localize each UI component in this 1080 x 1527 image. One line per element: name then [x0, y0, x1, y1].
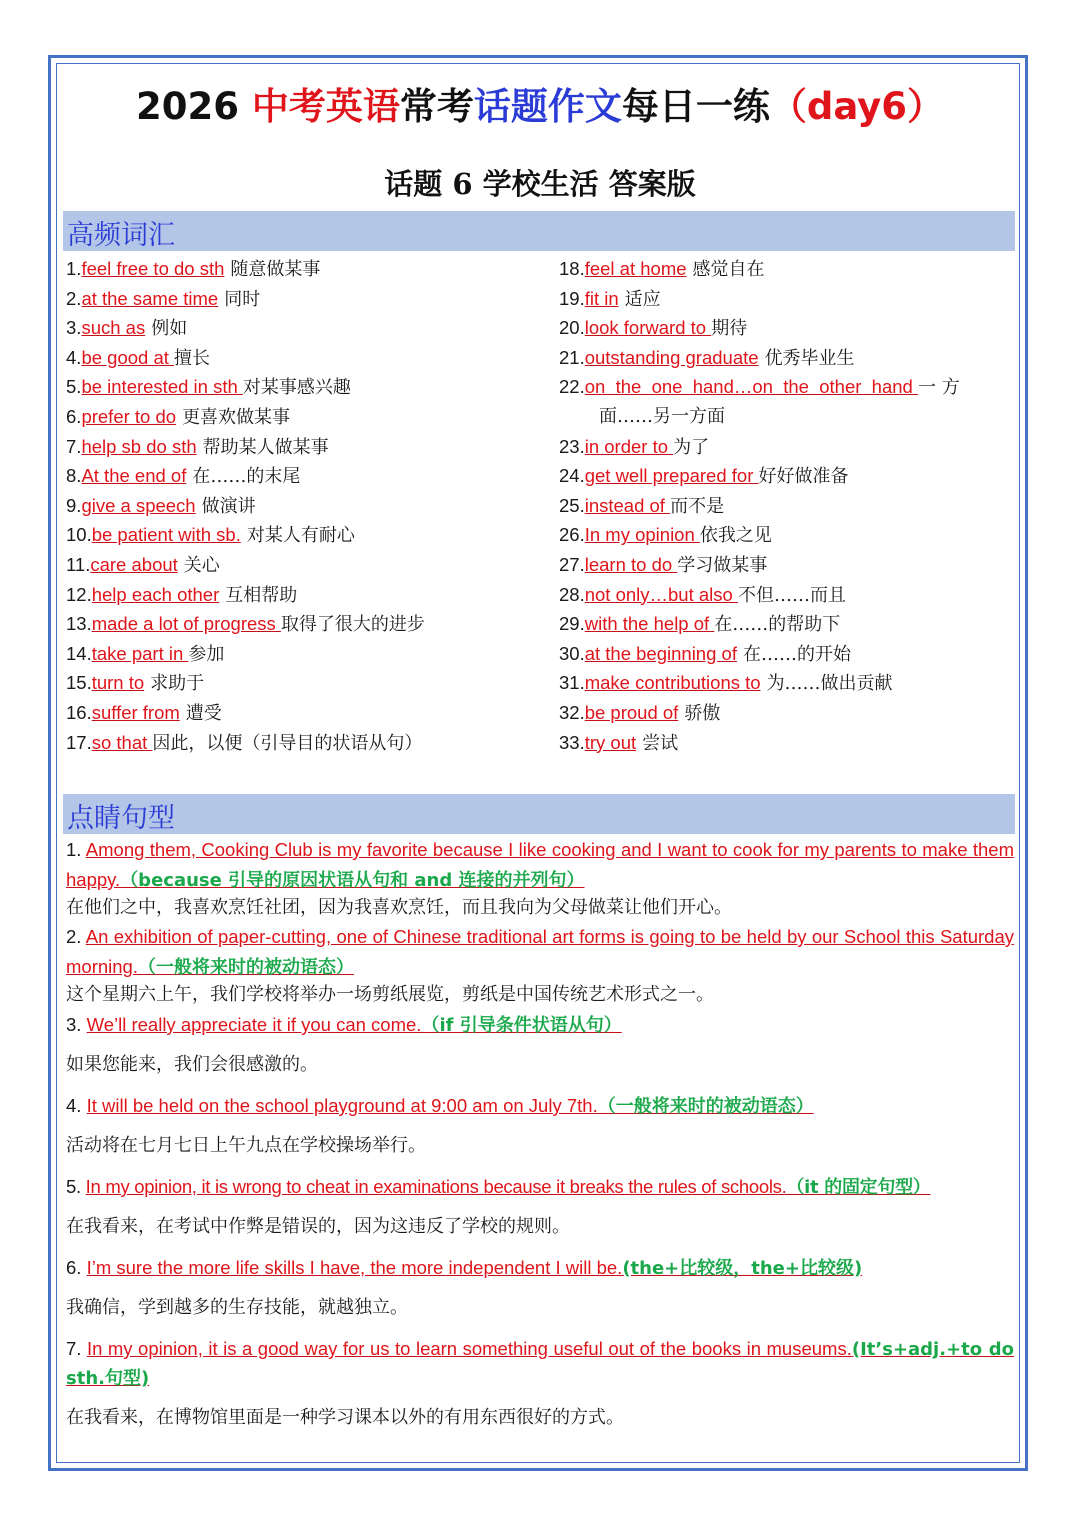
vocab-num: 1.	[66, 258, 82, 279]
vocab-num: 26.	[559, 524, 585, 546]
vocab-meaning: 不但……而且	[737, 584, 846, 606]
vocab-item	[559, 520, 960, 550]
vocab-num: 10.	[66, 524, 92, 546]
vocab-phrase: such as	[81, 317, 146, 339]
vocab-phrase: look forward to	[584, 317, 712, 339]
vocab-num: 17.	[66, 731, 92, 753]
vocab-meaning: 对某人有耐心	[246, 525, 355, 547]
vocab-num: 20.	[559, 317, 585, 339]
vocab-phrase: in order to	[584, 435, 674, 457]
sentence-grammar: (It’s+adj.+to do sth.句型)	[66, 1339, 1014, 1389]
vocab-phrase: instead of	[584, 494, 671, 516]
vocab-item	[66, 284, 425, 314]
title-year: 2026	[135, 85, 252, 128]
sentence-num: 7.	[66, 1338, 87, 1359]
vocab-item	[66, 402, 425, 432]
vocab-meaning: 感觉自在	[692, 259, 765, 280]
vocab-num: 18.	[559, 258, 585, 279]
vocab-item	[66, 372, 425, 402]
sentence-translation: 如果您能来，我们会很感激的。	[66, 1054, 318, 1075]
sentence-translation: 在我看来，在考试中作弊是错误的，因为这违反了学校的规则。	[66, 1216, 570, 1237]
vocab-meaning: 取得了很大的进步	[280, 614, 425, 636]
sentence-english: I’m sure the more life skills I have, the more independent I will be.	[86, 1257, 623, 1278]
sentence-num: 5.	[66, 1176, 86, 1197]
vocab-item	[559, 698, 960, 728]
vocab-phrase: At the end of	[81, 465, 187, 487]
vocab-item	[559, 728, 960, 758]
vocab-item	[559, 343, 960, 373]
vocab-num: 24.	[559, 465, 585, 487]
vocab-meaning: 而不是	[670, 495, 725, 517]
sentence-english: An exhibition of paper-cutting, one of Chinese traditional art forms is going to be held by our School this Saturday morning.	[66, 926, 1014, 977]
page-title	[0, 76, 1080, 130]
vocab-num: 11.	[66, 553, 91, 575]
vocab-meaning: 骄傲	[684, 702, 721, 724]
sentence-item	[66, 1172, 1014, 1202]
sentence-num: 2.	[66, 926, 86, 947]
vocab-num: 29.	[559, 613, 585, 635]
vocab-item	[559, 461, 960, 491]
vocab-num: 25.	[559, 494, 585, 516]
vocab-item	[66, 550, 425, 580]
vocab-num: 6.	[66, 405, 82, 427]
sentence-num: 1.	[66, 839, 86, 860]
sentence-num: 4.	[66, 1095, 87, 1116]
vocab-meaning: 在……的开始	[742, 643, 851, 665]
vocab-meaning: 优秀毕业生	[764, 347, 855, 369]
sentence-translation: 活动将在七月七日上午九点在学校操场举行。	[66, 1135, 426, 1156]
vocab-item	[66, 313, 425, 343]
vocab-meaning: 例如	[151, 318, 188, 340]
title-common: 常考	[399, 85, 474, 128]
vocab-meaning: 适应	[624, 288, 661, 310]
vocab-meaning: 为了	[673, 436, 710, 458]
title-daily-practice: 每日一练	[621, 85, 770, 128]
vocab-item	[559, 609, 960, 639]
vocab-num: 22.	[559, 376, 585, 398]
sentence-num: 6.	[66, 1257, 87, 1278]
sentence-translation: 在我看来，在博物馆里面是一种学习课本以外的有用东西很好的方式。	[66, 1407, 624, 1428]
vocab-num: 15.	[66, 672, 92, 694]
vocab-meaning: 学习做某事	[677, 554, 768, 576]
vocab-meaning: 遭受	[185, 702, 222, 724]
vocab-num: 31.	[559, 672, 585, 694]
vocab-meaning: 期待	[711, 318, 748, 340]
vocab-phrase: at the beginning of	[584, 642, 737, 664]
vocab-meaning: 求助于	[150, 673, 205, 695]
vocab-item	[559, 284, 960, 314]
vocab-phrase: In my opinion	[584, 524, 700, 546]
vocab-phrase: learn to do	[584, 553, 678, 575]
vocab-meaning: 互相帮助	[225, 584, 298, 606]
sentence-english: In my opinion, it is a good way for us to learn something useful out of the books in museums.	[86, 1338, 852, 1359]
vocab-item	[66, 343, 425, 373]
vocab-item	[66, 728, 425, 758]
sentence-translation: 这个星期六上午，我们学校将举办一场剪纸展览，剪纸是中国传统艺术形式之一。	[66, 984, 714, 1005]
sentence-translation: 我确信，学到越多的生存技能，就越独立。	[66, 1297, 408, 1318]
sentence-item	[66, 835, 1014, 895]
vocab-phrase: feel free to do sth	[81, 258, 225, 279]
vocab-meaning: 尝试	[642, 732, 679, 754]
vocab-meaning: 擅长	[174, 347, 211, 369]
sentence-english: We’ll really appreciate it if you can come.	[86, 1014, 422, 1035]
vocab-item	[559, 491, 960, 521]
vocab-meaning: 关心	[183, 554, 220, 576]
vocab-item	[66, 491, 425, 521]
page-subtitle: 话题 6 学校生活 答案版	[384, 167, 696, 201]
vocab-phrase: get well prepared for	[584, 465, 759, 487]
vocab-meaning: 因此，以便（引导目的状语从句）	[152, 732, 423, 754]
vocab-item	[66, 609, 425, 639]
vocab-phrase: make contributions to	[584, 672, 761, 694]
vocab-num: 9.	[66, 494, 82, 516]
vocab-meaning: 参加	[188, 643, 225, 665]
vocab-item	[66, 668, 425, 698]
vocab-meaning: 更喜欢做某事	[182, 406, 291, 428]
vocab-num: 4.	[66, 346, 82, 368]
sentence-section-header	[63, 794, 1015, 834]
sentence-item	[66, 922, 1014, 982]
vocab-item	[559, 639, 960, 669]
vocab-phrase: be good at	[81, 346, 175, 368]
vocab-num: 30.	[559, 642, 585, 664]
vocab-phrase: made a lot of progress	[91, 613, 281, 635]
vocab-section-title: 高频词汇	[67, 220, 175, 251]
title-topic-writing: 话题作文	[473, 85, 622, 128]
vocab-num: 7.	[66, 435, 82, 457]
vocab-item	[559, 254, 960, 284]
vocab-meaning: 面……另一方面	[599, 405, 725, 427]
vocab-num: 5.	[66, 376, 82, 398]
vocab-num: 27.	[559, 553, 585, 575]
vocab-num: 14.	[66, 642, 92, 664]
vocab-num: 3.	[66, 317, 82, 339]
vocab-num: 33.	[559, 731, 585, 753]
vocab-num: 12.	[66, 583, 92, 605]
vocab-list-left	[66, 254, 425, 757]
sentence-item	[66, 1010, 1014, 1040]
vocab-phrase: on the one hand…on the other hand	[584, 376, 918, 398]
vocab-phrase: not only…but also	[584, 583, 738, 605]
vocab-item	[559, 580, 960, 610]
vocab-phrase: help sb do sth	[81, 435, 197, 457]
vocab-num: 13.	[66, 613, 92, 635]
vocab-phrase: feel at home	[584, 258, 687, 279]
vocab-item	[66, 698, 425, 728]
vocab-phrase: turn to	[91, 672, 145, 694]
vocab-meaning: 好好做准备	[758, 466, 849, 488]
vocab-phrase: try out	[584, 731, 637, 753]
vocab-num: 2.	[66, 287, 82, 309]
vocab-item	[66, 580, 425, 610]
vocab-item	[559, 550, 960, 580]
vocab-phrase: take part in	[91, 642, 189, 664]
vocab-meaning: 对某事感兴趣	[242, 377, 351, 399]
vocab-num: 23.	[559, 435, 585, 457]
vocab-item	[66, 432, 425, 462]
vocab-num: 16.	[66, 701, 92, 723]
vocab-phrase: with the help of	[584, 613, 715, 635]
vocab-item	[559, 432, 960, 462]
sentence-grammar: （一般将来时的被动语态）	[597, 1096, 814, 1117]
vocab-item	[559, 313, 960, 343]
sentence-grammar: （一般将来时的被动语态）	[137, 957, 354, 978]
vocab-meaning: 依我之见	[699, 525, 772, 547]
title-day: （day6）	[769, 85, 945, 128]
vocab-meaning: 做演讲	[201, 495, 256, 517]
sentence-translation: 在他们之中，我喜欢烹饪社团，因为我喜欢烹饪，而且我向为父母做菜让他们开心。	[66, 897, 732, 918]
sentence-english: In my opinion, it is wrong to cheat in examinations because it breaks the rules of schools.	[85, 1176, 787, 1197]
sentence-grammar: （if 引导条件状语从句）	[421, 1015, 622, 1036]
vocab-phrase: at the same time	[81, 287, 219, 309]
vocab-meaning: 一 方	[917, 377, 960, 399]
sentence-item	[66, 1091, 1014, 1121]
vocab-meaning: 为……做出贡献	[766, 673, 893, 695]
vocab-phrase: give a speech	[81, 494, 196, 516]
vocab-meaning: 在……的末尾	[192, 466, 301, 488]
vocab-phrase: prefer to do	[81, 405, 177, 427]
title-exam-english: 中考英语	[251, 85, 400, 128]
vocab-phrase: be proud of	[584, 701, 679, 723]
vocab-meaning: 随意做某事	[230, 259, 321, 280]
vocab-phrase: care about	[90, 553, 178, 575]
vocab-num: 21.	[559, 346, 585, 368]
vocab-item-continued	[559, 402, 960, 432]
sentence-grammar: （it 的固定句型）	[786, 1177, 931, 1198]
vocab-num: 19.	[559, 287, 585, 309]
vocab-list-right	[559, 254, 960, 757]
vocab-num: 28.	[559, 583, 585, 605]
vocab-phrase: help each other	[91, 583, 220, 605]
vocab-phrase: be interested in sth	[81, 376, 243, 398]
vocab-item	[66, 254, 425, 284]
sentence-grammar: (the+比较级，the+比较级)	[622, 1258, 863, 1279]
vocab-item	[66, 461, 425, 491]
vocab-meaning: 在……的帮助下	[714, 614, 841, 636]
sentence-english: It will be held on the school playground at 9:00 am on July 7th.	[86, 1095, 598, 1116]
vocab-meaning: 帮助某人做某事	[202, 436, 329, 458]
vocab-phrase: fit in	[584, 287, 619, 309]
vocab-item	[66, 639, 425, 669]
vocab-num: 32.	[559, 701, 585, 723]
vocab-item	[66, 520, 425, 550]
sentence-num: 3.	[66, 1014, 87, 1035]
sentence-english: Among them, Cooking Club is my favorite because I like cooking and I want to cook for my parents to make them happy.	[66, 839, 1014, 890]
vocab-section-header	[63, 211, 1015, 251]
vocab-num: 8.	[66, 465, 82, 487]
sentence-item	[66, 1253, 1014, 1283]
vocab-phrase: suffer from	[91, 701, 180, 723]
vocab-meaning: 同时	[224, 288, 261, 310]
sentence-item	[66, 1334, 1014, 1393]
vocab-item	[559, 372, 960, 402]
vocab-phrase: outstanding graduate	[584, 346, 759, 368]
vocab-phrase: be patient with sb.	[91, 524, 241, 546]
vocab-item	[559, 668, 960, 698]
vocab-phrase: so that	[91, 731, 153, 753]
sentence-section-title: 点睛句型	[67, 803, 175, 834]
sentence-grammar: （because 引导的原因状语从句和 and 连接的并列句）	[120, 870, 585, 891]
